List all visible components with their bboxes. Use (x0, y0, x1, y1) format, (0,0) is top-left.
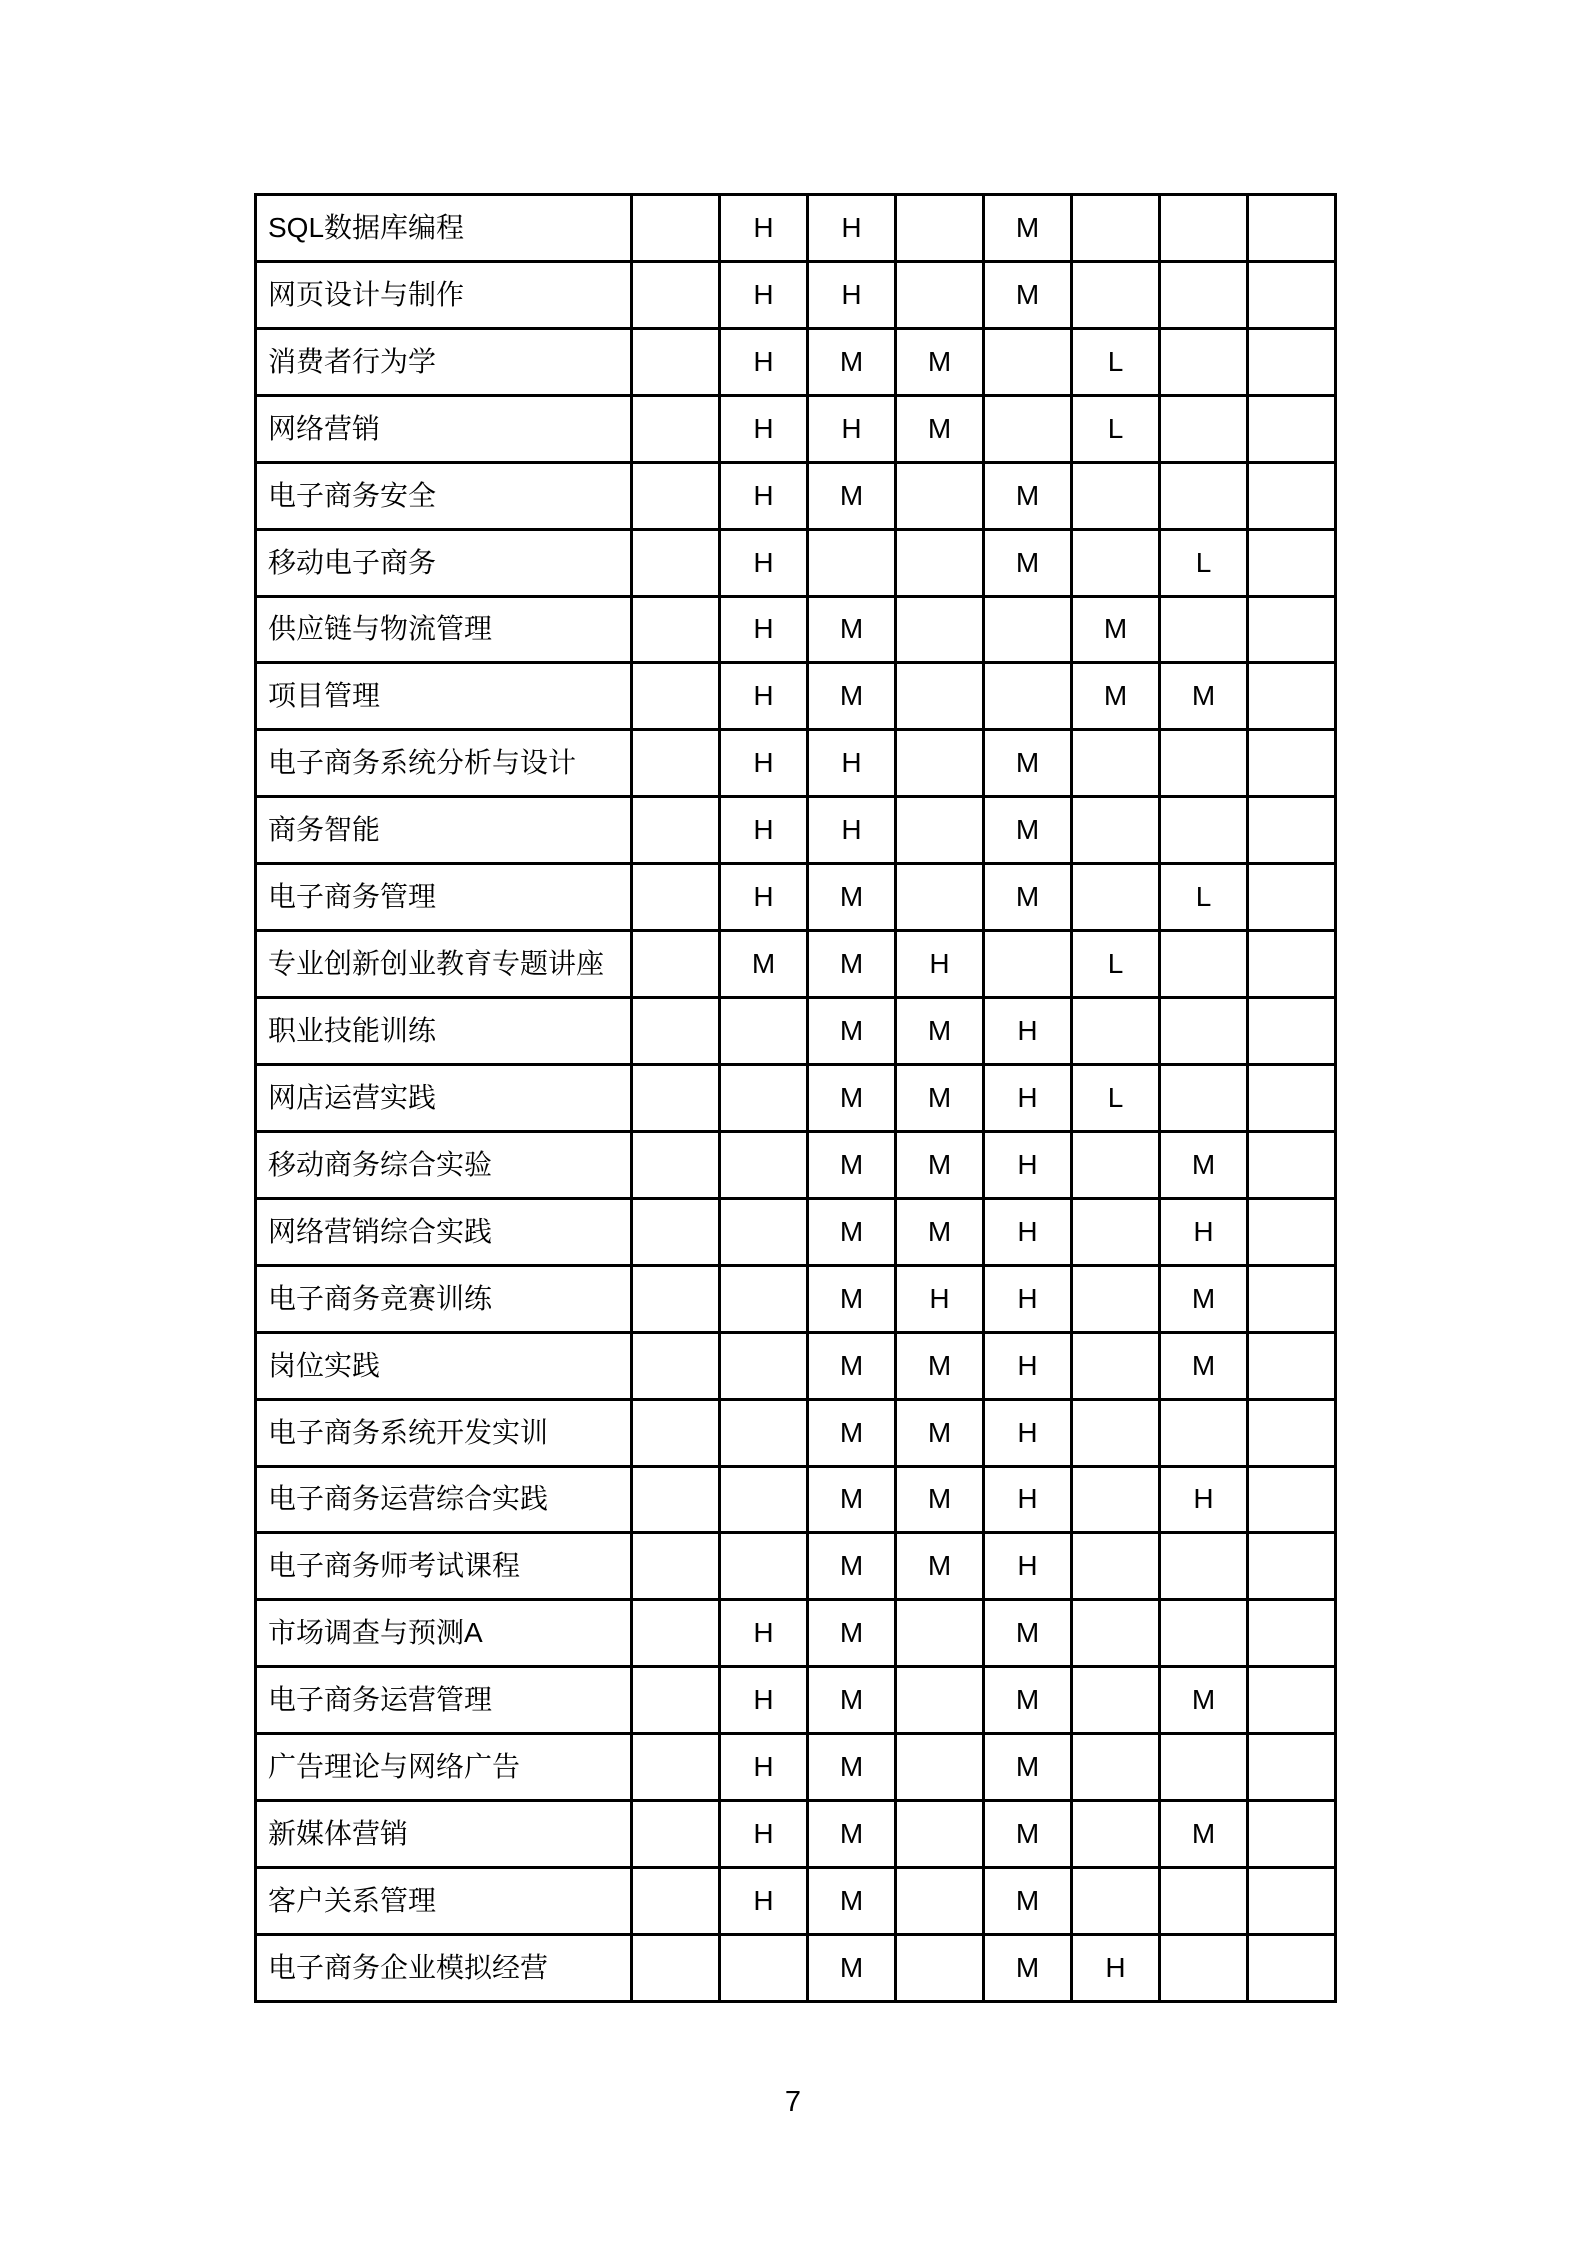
rating-cell: M (808, 1600, 896, 1667)
rating-cell: H (984, 998, 1072, 1065)
rating-cell: M (808, 1533, 896, 1600)
rating-cell (632, 1533, 720, 1600)
table-row (256, 1399, 1336, 1466)
rating-cell: L (1160, 864, 1248, 931)
rating-cell: H (808, 261, 896, 328)
rating-cell (1248, 797, 1336, 864)
rating-cell (1248, 1198, 1336, 1265)
rating-cell (896, 596, 984, 663)
rating-cell: M (896, 1198, 984, 1265)
course-name-cell: 电子商务运营管理 (256, 1667, 632, 1734)
rating-cell (632, 1734, 720, 1801)
rating-cell: M (984, 1600, 1072, 1667)
rating-cell (1160, 195, 1248, 262)
rating-cell (1160, 1734, 1248, 1801)
rating-cell: H (720, 864, 808, 931)
table-row (256, 1600, 1336, 1667)
curriculum-matrix-table (254, 193, 1337, 2003)
rating-cell (896, 864, 984, 931)
rating-cell (1160, 1064, 1248, 1131)
rating-cell (1248, 864, 1336, 931)
rating-cell: M (896, 1064, 984, 1131)
rating-cell: H (720, 261, 808, 328)
rating-cell (632, 195, 720, 262)
rating-cell: M (1160, 1667, 1248, 1734)
rating-cell: M (808, 864, 896, 931)
rating-cell: M (808, 1131, 896, 1198)
rating-cell (1160, 730, 1248, 797)
course-name-cell: 网络营销 (256, 395, 632, 462)
rating-cell (984, 328, 1072, 395)
course-name-cell: 电子商务系统分析与设计 (256, 730, 632, 797)
rating-cell (632, 1600, 720, 1667)
rating-cell: H (1160, 1466, 1248, 1533)
rating-cell (720, 998, 808, 1065)
rating-cell: H (984, 1399, 1072, 1466)
rating-cell (1248, 663, 1336, 730)
rating-cell (1072, 1734, 1160, 1801)
course-name-cell: 电子商务系统开发实训 (256, 1399, 632, 1466)
rating-cell: M (1160, 1265, 1248, 1332)
rating-cell (896, 195, 984, 262)
rating-cell (896, 462, 984, 529)
table-row (256, 195, 1336, 262)
rating-cell (1072, 1667, 1160, 1734)
rating-cell (632, 864, 720, 931)
course-name-cell: 专业创新创业教育专题讲座 (256, 931, 632, 998)
rating-cell (1072, 261, 1160, 328)
rating-cell (720, 1131, 808, 1198)
rating-cell (1160, 328, 1248, 395)
rating-cell: M (808, 1064, 896, 1131)
rating-cell (1072, 195, 1160, 262)
table-row (256, 1265, 1336, 1332)
rating-cell: M (896, 395, 984, 462)
rating-cell: M (896, 1332, 984, 1399)
rating-cell: H (984, 1466, 1072, 1533)
table-row (256, 663, 1336, 730)
rating-cell (984, 663, 1072, 730)
course-name-cell: 市场调查与预测A (256, 1600, 632, 1667)
rating-cell (632, 529, 720, 596)
rating-cell (1160, 596, 1248, 663)
table-body (256, 195, 1336, 2002)
rating-cell (896, 261, 984, 328)
rating-cell: M (808, 1198, 896, 1265)
rating-cell (632, 395, 720, 462)
course-name-cell: 电子商务管理 (256, 864, 632, 931)
rating-cell: M (984, 1667, 1072, 1734)
rating-cell: M (808, 1868, 896, 1935)
rating-cell (896, 1734, 984, 1801)
rating-cell (632, 998, 720, 1065)
rating-cell (896, 529, 984, 596)
rating-cell: H (984, 1064, 1072, 1131)
rating-cell (632, 462, 720, 529)
rating-cell (1248, 1600, 1336, 1667)
rating-cell: L (1072, 395, 1160, 462)
course-name-cell: 消费者行为学 (256, 328, 632, 395)
rating-cell (1248, 1064, 1336, 1131)
rating-cell (632, 730, 720, 797)
rating-cell: H (720, 462, 808, 529)
rating-cell (632, 931, 720, 998)
rating-cell: H (720, 663, 808, 730)
table-row (256, 730, 1336, 797)
course-name-cell: 网络营销综合实践 (256, 1198, 632, 1265)
rating-cell (1248, 195, 1336, 262)
rating-cell (632, 1934, 720, 2001)
rating-cell: M (984, 195, 1072, 262)
page-number: 7 (784, 2086, 802, 2118)
course-name-cell: 移动电子商务 (256, 529, 632, 596)
rating-cell: H (720, 797, 808, 864)
rating-cell: H (720, 195, 808, 262)
rating-cell: M (808, 998, 896, 1065)
course-name-cell: 职业技能训练 (256, 998, 632, 1065)
table-row (256, 931, 1336, 998)
rating-cell (1072, 797, 1160, 864)
rating-cell (632, 797, 720, 864)
rating-cell (808, 529, 896, 596)
course-name-cell: 电子商务企业模拟经营 (256, 1934, 632, 2001)
rating-cell: M (984, 1734, 1072, 1801)
rating-cell (720, 1399, 808, 1466)
table-row (256, 864, 1336, 931)
rating-cell (1072, 1868, 1160, 1935)
rating-cell (1072, 1533, 1160, 1600)
rating-cell: M (896, 1533, 984, 1600)
rating-cell (632, 328, 720, 395)
rating-cell (1248, 1934, 1336, 2001)
rating-cell: H (720, 730, 808, 797)
rating-cell (632, 1667, 720, 1734)
course-name-cell: 客户关系管理 (256, 1868, 632, 1935)
rating-cell (632, 1801, 720, 1868)
rating-cell: M (808, 1667, 896, 1734)
rating-cell (1072, 1466, 1160, 1533)
rating-cell: H (984, 1265, 1072, 1332)
rating-cell: H (896, 931, 984, 998)
rating-cell (720, 1265, 808, 1332)
rating-cell: M (808, 596, 896, 663)
rating-cell (896, 730, 984, 797)
rating-cell (632, 1868, 720, 1935)
rating-cell: H (1072, 1934, 1160, 2001)
rating-cell (1248, 1801, 1336, 1868)
rating-cell (1072, 462, 1160, 529)
rating-cell (1160, 395, 1248, 462)
rating-cell: M (896, 1131, 984, 1198)
rating-cell (896, 1600, 984, 1667)
rating-cell: H (720, 1801, 808, 1868)
rating-cell: H (808, 395, 896, 462)
rating-cell (896, 663, 984, 730)
rating-cell (1072, 1131, 1160, 1198)
table-row (256, 1198, 1336, 1265)
table-row (256, 1801, 1336, 1868)
rating-cell (632, 1131, 720, 1198)
table-row (256, 1466, 1336, 1533)
table-row (256, 328, 1336, 395)
rating-cell (1160, 261, 1248, 328)
rating-cell: M (808, 1466, 896, 1533)
rating-cell (896, 1801, 984, 1868)
rating-cell: M (1160, 663, 1248, 730)
course-name-cell: 项目管理 (256, 663, 632, 730)
rating-cell (984, 395, 1072, 462)
rating-cell (896, 1868, 984, 1935)
rating-cell (1160, 1934, 1248, 2001)
rating-cell (1248, 462, 1336, 529)
rating-cell (632, 1265, 720, 1332)
rating-cell: M (984, 1934, 1072, 2001)
rating-cell: M (984, 730, 1072, 797)
rating-cell: H (720, 395, 808, 462)
rating-cell (1248, 261, 1336, 328)
rating-cell: H (984, 1533, 1072, 1600)
rating-cell (1160, 998, 1248, 1065)
rating-cell (1248, 730, 1336, 797)
rating-cell: H (720, 1667, 808, 1734)
rating-cell: M (808, 1265, 896, 1332)
rating-cell: H (720, 596, 808, 663)
rating-cell (1072, 1198, 1160, 1265)
rating-cell (896, 1934, 984, 2001)
table-row (256, 462, 1336, 529)
rating-cell (1248, 596, 1336, 663)
rating-cell (1160, 1533, 1248, 1600)
table-row (256, 529, 1336, 596)
rating-cell (632, 261, 720, 328)
rating-cell: M (984, 797, 1072, 864)
rating-cell: H (720, 1734, 808, 1801)
rating-cell: M (1160, 1131, 1248, 1198)
rating-cell: M (984, 462, 1072, 529)
course-name-cell: 网页设计与制作 (256, 261, 632, 328)
table-row (256, 1533, 1336, 1600)
rating-cell (1072, 1265, 1160, 1332)
rating-cell: M (896, 998, 984, 1065)
rating-cell (1248, 1265, 1336, 1332)
rating-cell (1248, 1399, 1336, 1466)
rating-cell: M (808, 1734, 896, 1801)
rating-cell (632, 596, 720, 663)
rating-cell: M (808, 462, 896, 529)
rating-cell: H (720, 1600, 808, 1667)
rating-cell: M (984, 261, 1072, 328)
rating-cell (720, 1332, 808, 1399)
rating-cell: H (984, 1332, 1072, 1399)
rating-cell: M (896, 328, 984, 395)
rating-cell: M (984, 1868, 1072, 1935)
rating-cell (720, 1934, 808, 2001)
rating-cell (1248, 1667, 1336, 1734)
rating-cell (1160, 1399, 1248, 1466)
rating-cell: M (896, 1466, 984, 1533)
rating-cell: L (1160, 529, 1248, 596)
rating-cell (1072, 1399, 1160, 1466)
rating-cell: M (896, 1399, 984, 1466)
rating-cell (1248, 395, 1336, 462)
rating-cell: M (808, 1801, 896, 1868)
rating-cell: H (720, 529, 808, 596)
rating-cell (720, 1533, 808, 1600)
table-row (256, 395, 1336, 462)
course-name-cell: 广告理论与网络广告 (256, 1734, 632, 1801)
rating-cell: M (1072, 663, 1160, 730)
rating-cell (632, 663, 720, 730)
rating-cell (1072, 998, 1160, 1065)
rating-cell: M (1160, 1801, 1248, 1868)
rating-cell: M (984, 529, 1072, 596)
course-name-cell: 电子商务师考试课程 (256, 1533, 632, 1600)
table-row (256, 1667, 1336, 1734)
rating-cell (632, 1399, 720, 1466)
rating-cell (1248, 1131, 1336, 1198)
rating-cell (1160, 797, 1248, 864)
table-row (256, 1868, 1336, 1935)
rating-cell (1248, 1868, 1336, 1935)
rating-cell (1248, 1332, 1336, 1399)
course-name-cell: 新媒体营销 (256, 1801, 632, 1868)
rating-cell: L (1072, 931, 1160, 998)
rating-cell (896, 797, 984, 864)
rating-cell: M (1072, 596, 1160, 663)
rating-cell: H (896, 1265, 984, 1332)
course-name-cell: 供应链与物流管理 (256, 596, 632, 663)
rating-cell: M (808, 1332, 896, 1399)
rating-cell: M (808, 1934, 896, 2001)
rating-cell (1072, 1600, 1160, 1667)
rating-cell (1248, 1466, 1336, 1533)
rating-cell (632, 1198, 720, 1265)
table-row (256, 261, 1336, 328)
rating-cell (1248, 529, 1336, 596)
rating-cell (1072, 529, 1160, 596)
rating-cell: M (984, 1801, 1072, 1868)
table-row (256, 1332, 1336, 1399)
rating-cell (632, 1064, 720, 1131)
rating-cell (1248, 1533, 1336, 1600)
rating-cell (1248, 998, 1336, 1065)
rating-cell: M (1160, 1332, 1248, 1399)
course-name-cell: 电子商务运营综合实践 (256, 1466, 632, 1533)
rating-cell (720, 1064, 808, 1131)
course-name-cell: 电子商务竞赛训练 (256, 1265, 632, 1332)
rating-cell: M (808, 663, 896, 730)
rating-cell: L (1072, 328, 1160, 395)
rating-cell (1248, 328, 1336, 395)
rating-cell (1160, 931, 1248, 998)
rating-cell: H (1160, 1198, 1248, 1265)
rating-cell: M (720, 931, 808, 998)
rating-cell (896, 1667, 984, 1734)
rating-cell: M (808, 931, 896, 998)
rating-cell (720, 1198, 808, 1265)
table-row (256, 998, 1336, 1065)
rating-cell (1160, 1600, 1248, 1667)
rating-cell: H (984, 1198, 1072, 1265)
rating-cell: M (808, 328, 896, 395)
rating-cell: M (808, 1399, 896, 1466)
rating-cell: H (808, 730, 896, 797)
table-row (256, 1734, 1336, 1801)
rating-cell: M (984, 864, 1072, 931)
rating-cell (632, 1466, 720, 1533)
rating-cell: H (984, 1131, 1072, 1198)
table-row (256, 1934, 1336, 2001)
rating-cell (984, 931, 1072, 998)
table-row (256, 1064, 1336, 1131)
course-name-cell: 网店运营实践 (256, 1064, 632, 1131)
course-name-cell: SQL数据库编程 (256, 195, 632, 262)
rating-cell (720, 1466, 808, 1533)
course-name-cell: 移动商务综合实验 (256, 1131, 632, 1198)
course-name-cell: 岗位实践 (256, 1332, 632, 1399)
rating-cell (632, 1332, 720, 1399)
rating-cell: H (720, 1868, 808, 1935)
table-row (256, 1131, 1336, 1198)
table-row (256, 797, 1336, 864)
rating-cell: H (808, 195, 896, 262)
table-row (256, 596, 1336, 663)
rating-cell: L (1072, 1064, 1160, 1131)
rating-cell (1248, 1734, 1336, 1801)
rating-cell (1160, 1868, 1248, 1935)
rating-cell (1248, 931, 1336, 998)
rating-cell (1072, 864, 1160, 931)
rating-cell (1160, 462, 1248, 529)
rating-cell (1072, 1332, 1160, 1399)
rating-cell: H (808, 797, 896, 864)
rating-cell: H (720, 328, 808, 395)
course-name-cell: 商务智能 (256, 797, 632, 864)
rating-cell (1072, 1801, 1160, 1868)
course-name-cell: 电子商务安全 (256, 462, 632, 529)
rating-cell (1072, 730, 1160, 797)
rating-cell (984, 596, 1072, 663)
